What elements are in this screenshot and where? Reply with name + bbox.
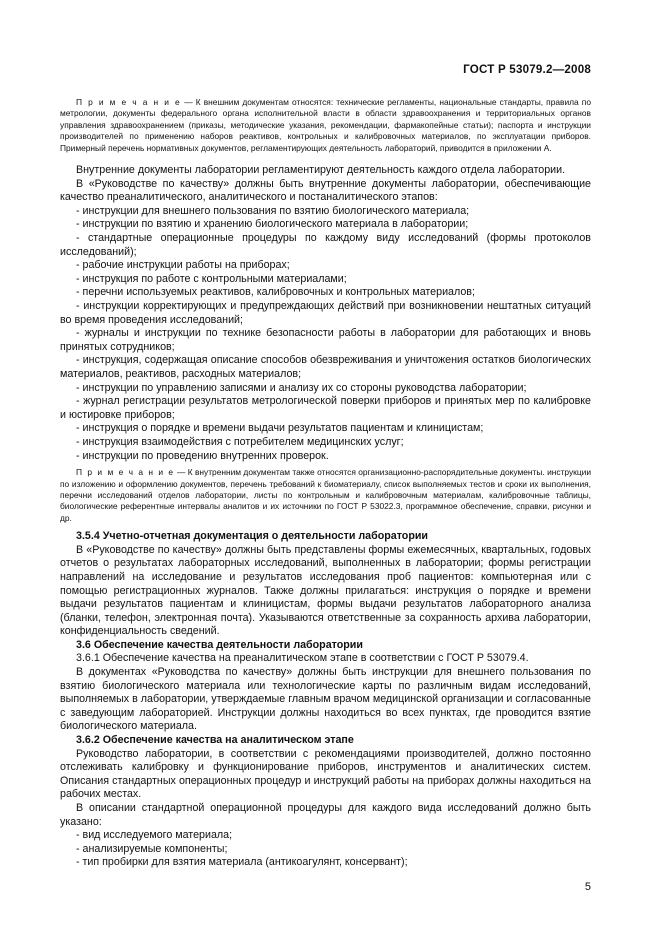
list-item: - инструкция по работе с контрольными материалами; [76,272,347,285]
list-item: - инструкции по взятию и хранению биологического материала в лаборатории; [76,218,469,231]
note-internal-documents [60,467,591,524]
paragraph: В описании стандартной операционной процедуры для каждого вида исследований должно быть указано: [60,802,591,828]
note-text: — К внешним документам относятся: технические регламенты, национальные стандарты, правила по метрологии, документы федерального органа исполнительной власти в области здравоохранения и территориальных органов управления здравоохранением (приказы, методические указания, рекомендации, фармакопейные статьи); паспорта и инструкции производителей по применению наборов реактивов, контрольных и калибровочных материалов, по эксплуатации приборов. Примерный перечень нормативных документов, регламентирующих деятельность лабораторий, приводится в приложении А. [60,97,591,153]
list-item: - инструкции по проведению внутренних проверок. [76,449,329,462]
note-label: П р и м е ч а н и е [76,467,175,478]
section-heading-3-6-2: 3.6.2 Обеспечение качества на аналитическом этапе [76,734,354,747]
document-header: ГОСТ Р 53079.2—2008 [463,63,591,76]
list-item: - стандартные операционные процедуры по каждому виду исследований (формы протоколов исследований); [60,232,591,258]
paragraph: В «Руководстве по качеству» должны быть внутренние документы лаборатории, обеспечивающие качество преаналитического, аналитического и постаналитического этапов: [60,177,591,204]
list-item: - анализируемые компоненты; [76,842,228,855]
paragraph: Руководство лаборатории, в соответствии с рекомендациями производителей, должно постоянно отслеживать калибровку и функционирование приборов, инструментов и аналитических систем. Описания стандартных операционных процедур и инструкций работы на приборах должны находиться на рабочих местах. [60,747,591,801]
list-item: - журнал регистрации результатов метрологической поверки приборов и принятых мер по калибровке и юстировке приборов; [60,395,591,421]
paragraph: В документах «Руководства по качеству» должны быть инструкции для внешнего пользования по взятию биологического материала или технологические карты по различным видам исследований, выполняемых в лаборатории, утверждаемые главным врачом медицинской организации и согласованные с заведующим лабораторией. Инструкции должны находиться во всех пунктах, где проводится взятие биологического материала. [60,666,591,733]
list-item: - инструкция, содержащая описание способов обезвреживания и уничтожения остатков биологических материалов, реактивов, расходных материалов; [60,354,591,380]
list-item: - инструкции корректирующих и предупреждающих действий при возникновении нештатных ситуаций во время проведения исследований; [60,299,591,326]
section-heading-3-5-4: 3.5.4 Учетно-отчетная документация о деятельности лаборатории [76,530,428,543]
paragraph: Внутренние документы лаборатории регламентируют деятельность каждого отдела лаборатории. [76,164,566,177]
note-external-documents [60,97,591,154]
note-text: — К внутренним документам также относятся организационно-распорядительные документы. инструкции по изложению и оформлению документов, перечень требований к биоматериалу, список выполняемых тестов и сроки их выполнения, перечни исследований отделов лаборатории, листы по контрольным и калибровочным материалам, калибровочные таблицы, биологические референтные интервалы аналитов и их источники по ГОСТ Р 53022.3, программное обеспечение, справки, рисунки и др. [60,467,591,523]
list-item: - инструкции по управлению записями и анализу их со стороны руководства лаборатории; [76,381,527,394]
list-item: - рабочие инструкции работы на приборах; [76,259,290,272]
note-label: П р и м е ч а н и е [76,97,182,107]
paragraph: 3.6.1 Обеспечение качества на преаналитическом этапе в соответствии с ГОСТ Р 53079.4. [76,652,529,665]
list-item: - инструкции для внешнего пользования по взятию биологического материала; [76,204,470,217]
page-number: 5 [584,881,591,893]
list-item: - инструкция взаимодействия с потребителем медицинских услуг; [76,435,404,448]
section-heading-3-6: 3.6 Обеспечение качества деятельности лаборатории [76,638,363,651]
list-item: - перечни используемых реактивов, калибровочных и контрольных материалов; [76,286,475,299]
paragraph: В «Руководстве по качеству» должны быть представлены формы ежемесячных, квартальных, годовых отчетов о результатах лабораторных исследований, выполненных в лаборатории; формы регистрации направлений на исследование и результатов исследования проб пациентов: компьютерная или с помощью регистрационных журналов. Также должны прилагаться: инструкция о порядке и времени выдачи результатов пациентам и клиницистам, формы выдачи результатов лабораторного анализа (бланки, телефон, электронная почта). Указываются ответственные за сохранность архива лаборатории, конфиденциальность сведений. [60,543,591,638]
list-item: - вид исследуемого материала; [76,829,233,842]
document-content [60,97,591,870]
list-item: - тип пробирки для взятия материала (антикоагулянт, консервант); [76,856,408,869]
list-item: - журналы и инструкции по технике безопасности работы в лаборатории для работающих и вновь принятых сотрудников; [60,327,591,353]
list-item: - инструкция о порядке и времени выдачи результатов пациентам и клиницистам; [76,422,484,435]
